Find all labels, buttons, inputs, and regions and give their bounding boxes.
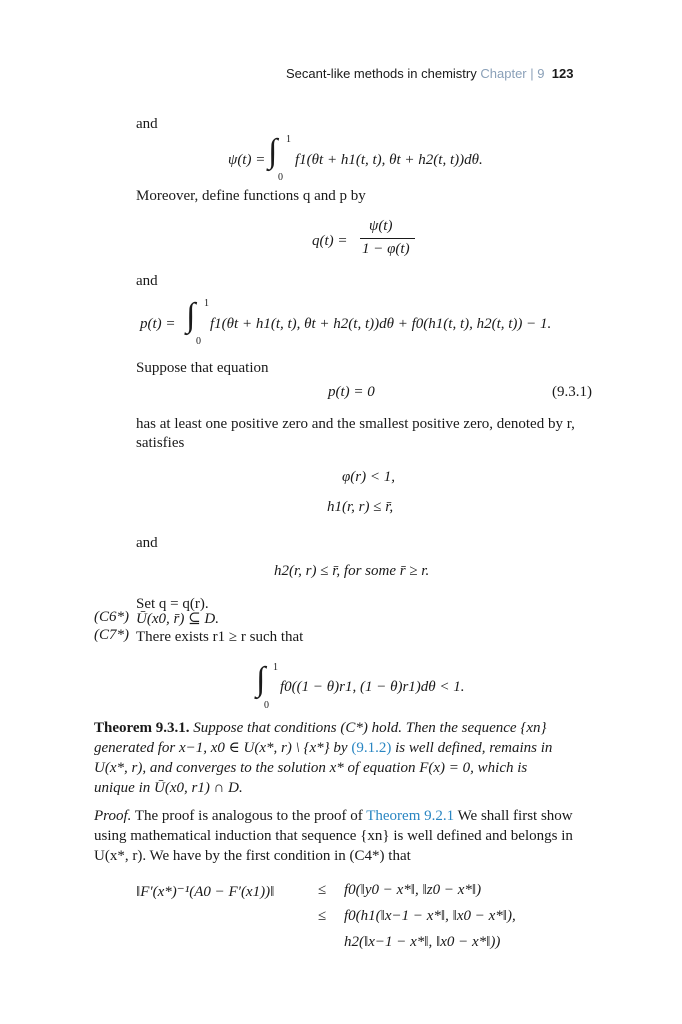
- q-numerator: ψ(t): [369, 218, 393, 234]
- p-lhs: p(t) =: [140, 316, 176, 332]
- theorem-text-3: U(x*, r), and converges to the solution x* of equation F(x) = 0, which is: [94, 760, 528, 776]
- header-title: Secant-like methods in chemistry: [286, 66, 477, 81]
- condition-phi: φ(r) < 1,: [342, 469, 395, 485]
- theorem-line-3: [94, 758, 594, 778]
- text-moreover: Moreover, define functions q and p by: [136, 188, 366, 204]
- equation-link-9-1-2[interactable]: (9.1.2): [351, 740, 392, 756]
- text-and-1: and: [136, 116, 158, 132]
- inequality-rel-1: ≤: [318, 882, 327, 898]
- proof-line-3: U(x*, r). We have by the first condition in (C4*) that: [94, 848, 411, 864]
- running-header: [286, 66, 573, 81]
- header-chapter: Chapter: [480, 66, 527, 81]
- f0-integral-sign: ∫: [256, 661, 266, 698]
- page-number: 123: [551, 66, 574, 81]
- inequality-lhs: ‖F′(x*)⁻¹(A0 − F′(x1))‖: [136, 884, 275, 900]
- condition-c7-label: (C7*): [94, 627, 129, 643]
- header-chapter-number: 9: [537, 66, 545, 81]
- condition-c6-text: Ū(x0, r̄) ⊆ D.: [136, 611, 219, 627]
- q-fraction-bar: [360, 238, 415, 239]
- theorem-text-2b: is well defined, remains in: [395, 740, 553, 756]
- condition-c6-label: (C6*): [94, 609, 129, 625]
- theorem-label: Theorem 9.3.1.: [94, 720, 190, 736]
- text-and-3: and: [136, 535, 158, 551]
- f0-int-lower: 0: [264, 700, 269, 711]
- text-has-zero-line2: satisfies: [136, 435, 185, 451]
- condition-h2: h2(r, r) ≤ r̄, for some r̄ ≥ r.: [274, 563, 430, 579]
- theorem-text-1: Suppose that conditions (C*) hold. Then the sequence {xn}: [193, 720, 547, 736]
- q-lhs: q(t) =: [312, 233, 348, 249]
- proof-line-1: [94, 806, 594, 826]
- proof-label: Proof.: [94, 808, 132, 824]
- theorem-line-2: [94, 738, 594, 758]
- p-body: f1(θt + h1(t, t), θt + h2(t, t))dθ + f0(h1(t, t), h2(t, t)) − 1.: [210, 316, 552, 332]
- text-suppose: Suppose that equation: [136, 360, 269, 376]
- condition-c7-text: There exists r1 ≥ r such that: [136, 629, 304, 645]
- theorem-9-3-1: [94, 718, 594, 798]
- p-int-lower: 0: [196, 336, 201, 347]
- text-has-zero-line1: has at least one positive zero and the smallest positive zero, denoted by r,: [136, 416, 575, 432]
- proof-text-1a: The proof is analogous to the proof of: [134, 808, 363, 824]
- f0-int-upper: 1: [273, 662, 278, 673]
- text-set-q: Set q = q(r).: [136, 596, 209, 612]
- q-denominator: 1 − φ(t): [362, 241, 410, 257]
- p-integral-sign: ∫: [186, 297, 196, 334]
- f0-body: f0((1 − θ)r1, (1 − θ)r1)dθ < 1.: [280, 679, 465, 695]
- psi-int-lower: 0: [278, 172, 283, 183]
- inequality-rhs-2: f0(h1(‖x−1 − x*‖, ‖x0 − x*‖),: [344, 908, 516, 924]
- proof-text-1b: We shall first show: [457, 808, 573, 824]
- theorem-line-1: [94, 718, 594, 738]
- theorem-text-4: unique in Ū(x0, r1) ∩ D.: [94, 780, 243, 796]
- psi-body: f1(θt + h1(t, t), θt + h2(t, t))dθ.: [295, 152, 483, 168]
- theorem-line-4: [94, 778, 594, 798]
- p-zero-equation: p(t) = 0: [328, 384, 375, 400]
- proof-line-2: using mathematical induction that sequence {xn} is well defined and belongs in: [94, 828, 573, 844]
- psi-int-upper: 1: [286, 134, 291, 145]
- header-separator: |: [530, 66, 534, 81]
- equation-number-9-3-1: (9.3.1): [552, 384, 592, 400]
- theorem-text-2a: generated for x−1, x0 ∈ U(x*, r) \ {x*} by: [94, 740, 348, 756]
- inequality-rhs-1: f0(‖y0 − x*‖, ‖z0 − x*‖): [344, 882, 482, 898]
- text-and-2: and: [136, 273, 158, 289]
- inequality-rel-2: ≤: [318, 908, 327, 924]
- p-int-upper: 1: [204, 298, 209, 309]
- psi-integral-sign: ∫: [268, 133, 278, 170]
- psi-lhs: ψ(t) =: [228, 152, 266, 168]
- condition-h1: h1(r, r) ≤ r̄,: [327, 499, 394, 515]
- inequality-rhs-3: h2(‖x−1 − x*‖, ‖x0 − x*‖)): [344, 934, 501, 950]
- theorem-link-9-2-1[interactable]: Theorem 9.2.1: [366, 808, 455, 824]
- proof-paragraph: [94, 806, 594, 866]
